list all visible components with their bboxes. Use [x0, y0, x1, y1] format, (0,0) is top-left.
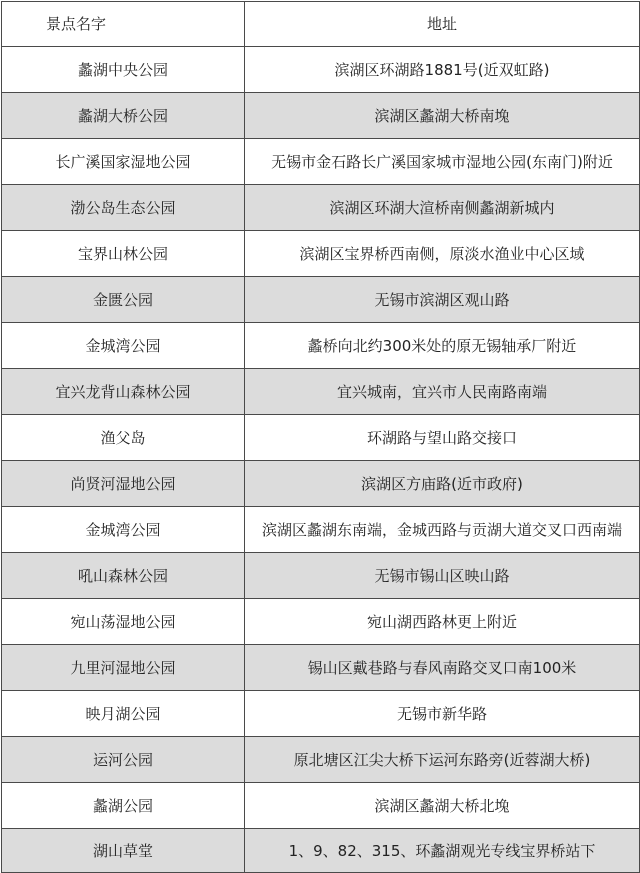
spot-name-cell: 宛山荡湿地公园 — [2, 599, 245, 645]
spot-name-cell: 蠡湖公园 — [2, 783, 245, 829]
header-address: 地址 — [245, 2, 640, 47]
address-cell: 无锡市金石路长广溪国家城市湿地公园(东南门)附近 — [245, 139, 640, 185]
spot-name-cell: 蠡湖大桥公园 — [2, 93, 245, 139]
table-row — [2, 737, 640, 783]
table-row — [2, 139, 640, 185]
table-row — [2, 231, 640, 277]
spot-name-cell: 运河公园 — [2, 737, 245, 783]
spot-name-cell: 吼山森林公园 — [2, 553, 245, 599]
table-row — [2, 691, 640, 737]
table-row — [2, 645, 640, 691]
table-row — [2, 599, 640, 645]
table-row — [2, 47, 640, 93]
header-spot-name: 景点名字 — [2, 2, 245, 47]
spot-name-cell: 渔父岛 — [2, 415, 245, 461]
table-row — [2, 507, 640, 553]
table-row — [2, 783, 640, 829]
table-row — [2, 829, 640, 873]
address-cell: 无锡市滨湖区观山路 — [245, 277, 640, 323]
address-cell: 锡山区戴巷路与春风南路交叉口南100米 — [245, 645, 640, 691]
table-row — [2, 415, 640, 461]
address-cell: 滨湖区环湖大渲桥南侧蠡湖新城内 — [245, 185, 640, 231]
table-row — [2, 93, 640, 139]
address-cell: 原北塘区江尖大桥下运河东路旁(近蓉湖大桥) — [245, 737, 640, 783]
table-header-row — [2, 2, 640, 47]
spot-name-cell: 九里河湿地公园 — [2, 645, 245, 691]
table-row — [2, 461, 640, 507]
table-row — [2, 369, 640, 415]
table-row — [2, 323, 640, 369]
address-cell: 宛山湖西路林更上附近 — [245, 599, 640, 645]
address-cell: 宜兴城南，宜兴市人民南路南端 — [245, 369, 640, 415]
address-cell: 环湖路与望山路交接口 — [245, 415, 640, 461]
spot-name-cell: 蠡湖中央公园 — [2, 47, 245, 93]
spot-name-cell: 渤公岛生态公园 — [2, 185, 245, 231]
address-cell: 滨湖区蠡湖大桥北堍 — [245, 783, 640, 829]
scenic-spots-table — [1, 1, 640, 873]
address-cell: 滨湖区蠡湖大桥南堍 — [245, 93, 640, 139]
table-row — [2, 277, 640, 323]
address-cell: 滨湖区宝界桥西南侧，原淡水渔业中心区域 — [245, 231, 640, 277]
address-cell: 滨湖区方庙路(近市政府) — [245, 461, 640, 507]
address-cell: 滨湖区蠡湖东南端，金城西路与贡湖大道交叉口西南端 — [245, 507, 640, 553]
spot-name-cell: 长广溪国家湿地公园 — [2, 139, 245, 185]
spot-name-cell: 金匮公园 — [2, 277, 245, 323]
spot-name-cell: 宝界山林公园 — [2, 231, 245, 277]
address-cell: 1、9、82、315、环蠡湖观光专线宝界桥站下 — [245, 829, 640, 873]
address-cell: 无锡市锡山区映山路 — [245, 553, 640, 599]
address-cell: 滨湖区环湖路1881号(近双虹路) — [245, 47, 640, 93]
spot-name-cell: 湖山草堂 — [2, 829, 245, 873]
spot-name-cell: 金城湾公园 — [2, 323, 245, 369]
spot-name-cell: 金城湾公园 — [2, 507, 245, 553]
table-row — [2, 185, 640, 231]
spot-name-cell: 映月湖公园 — [2, 691, 245, 737]
address-cell: 蠡桥向北约300米处的原无锡轴承厂附近 — [245, 323, 640, 369]
spot-name-cell: 宜兴龙背山森林公园 — [2, 369, 245, 415]
table-row — [2, 553, 640, 599]
spot-name-cell: 尚贤河湿地公园 — [2, 461, 245, 507]
address-cell: 无锡市新华路 — [245, 691, 640, 737]
